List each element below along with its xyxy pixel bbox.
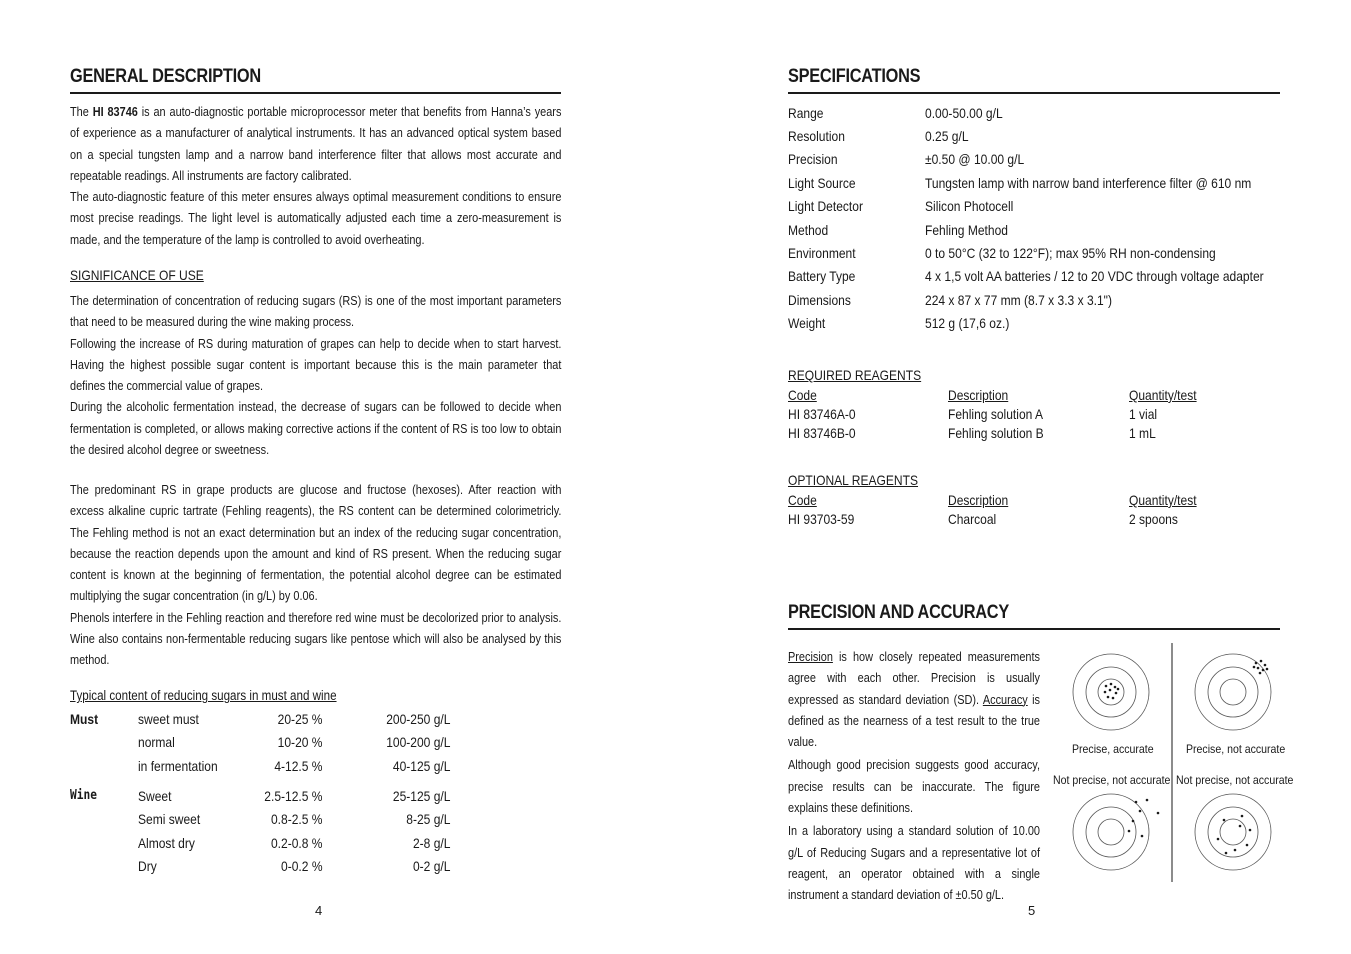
target-label-precise-accurate: Precise, accurate	[1072, 742, 1154, 756]
table-cell-gl: 100-200 g/L	[386, 734, 451, 750]
reagent-description: Fehling solution A	[948, 406, 1044, 422]
target-label-not-precise-not-accurate: Not precise, not accurate	[1176, 773, 1294, 787]
spec-value: 0.00-50.00 g/L	[925, 105, 1003, 121]
table-cell-type: Semi sweet	[138, 811, 201, 827]
page-title-precision-accuracy: PRECISION AND ACCURACY	[788, 602, 1009, 623]
table-cell-percent: 0.8-2.5 %	[270, 811, 323, 827]
page-number-right: 5	[1028, 903, 1036, 918]
table-cell-type: sweet must	[138, 711, 199, 727]
optional-reagents-heading: OPTIONAL REAGENTS	[788, 472, 919, 488]
table-cell-percent: 20-25 %	[277, 711, 323, 727]
reagent-code: HI 83746B-0	[788, 425, 856, 441]
spec-label: Range	[788, 105, 824, 121]
precision-term: Precision	[788, 649, 833, 664]
target-not-precise-not-accurate-left	[1073, 794, 1149, 870]
page-title-specifications: SPECIFICATIONS	[788, 66, 921, 87]
table-cell-type: Sweet	[138, 788, 172, 804]
spec-label: Dimensions	[788, 292, 851, 308]
precision-paragraph-1: Precision is how closely repeated measurements agree with each other. Precision is usually expressed as standard deviation (SD). Accuracy is defined as the nearness of a test result to the true value.	[788, 649, 1041, 750]
spec-value: Tungsten lamp with narrow band interference filter @ 610 nm	[925, 175, 1252, 191]
spec-value: 0.25 g/L	[925, 128, 969, 144]
spec-label: Light Detector	[788, 198, 863, 214]
spec-value: Silicon Photocell	[925, 198, 1014, 214]
table-cell-gl: 25-125 g/L	[392, 788, 451, 804]
general-description-text	[70, 101, 561, 250]
target-label-not-precise-not-accurate: Not precise, not accurate	[1053, 773, 1171, 787]
table-cell-type: in fermentation	[138, 758, 218, 774]
title-rule	[788, 628, 1280, 630]
spec-label: Light Source	[788, 175, 856, 191]
spec-label: Precision	[788, 151, 838, 167]
significance-text	[70, 290, 561, 460]
reagent-description: Charcoal	[948, 511, 997, 527]
table-group-must: Must	[70, 711, 99, 727]
description-paragraph-1: The HI 83746 is an auto-diagnostic portable microprocessor meter that benefits from Hanna’s years of experience as a manufacturer of analytical instruments. It has an advanced optical system based on a special tungsten lamp and a narrow band interference filter that allows most accurate and repeatable readings. All instruments are factory calibrated.	[70, 104, 562, 183]
significance-paragraph-4: The predominant RS in grape products are glucose and fructose (hexoses). After reaction with excess alkaline cupric tartrate (Fehling reagents), the RS content can be determined colorimetricly. The Fehling method is not an exact determination but an index of the reducing sugar concentration, because the reaction depends upon the amount and kind of RS present. When the reducing sugar content is known at the beginning of fermentation, the potential alcohol degree can be estimated multiplying the sugar concentration (in g/L) by 0.06.	[70, 482, 562, 604]
target-not-precise-not-accurate-right	[1195, 794, 1271, 870]
table-cell-percent: 4-12.5 %	[274, 758, 323, 774]
precision-text	[788, 646, 1040, 906]
reagent-description: Fehling solution B	[948, 425, 1044, 441]
col-header-description: Description	[948, 492, 1009, 508]
spec-value: 224 x 87 x 77 mm (8.7 x 3.3 x 3.1")	[925, 292, 1112, 308]
target-precise-accurate	[1073, 654, 1149, 730]
table-cell-type: Dry	[138, 858, 157, 874]
precision-paragraph-2: Although good precision suggests good accuracy, precise results can be inaccurate. The figure explains these definitions.	[788, 757, 1040, 816]
table-cell-gl: 40-125 g/L	[392, 758, 451, 774]
significance-paragraph-5: Phenols interfere in the Fehling reaction and therefore red wine must be decolorized prior to analysis. Wine also contains non-fermentable reducing sugars like pentose which will also be analysed by this method.	[70, 609, 562, 668]
reagent-quantity: 1 mL	[1129, 425, 1156, 441]
reagent-quantity: 1 vial	[1129, 406, 1158, 422]
table-cell-gl: 200-250 g/L	[386, 711, 451, 727]
spec-label: Resolution	[788, 128, 845, 144]
table-cell-gl: 2-8 g/L	[412, 835, 451, 851]
reagent-quantity: 2 spoons	[1129, 511, 1178, 527]
required-reagents-heading: REQUIRED REAGENTS	[788, 367, 922, 383]
col-header-quantity: Quantity/test	[1129, 492, 1197, 508]
model-name: HI 83746	[92, 104, 138, 119]
table-cell-type: normal	[138, 734, 175, 750]
spec-label: Battery Type	[788, 268, 856, 284]
precision-accuracy-figure	[1050, 640, 1295, 885]
sugar-table-caption: Typical content of reducing sugars in must and wine	[70, 688, 337, 703]
significance-text-2	[70, 479, 561, 671]
spec-value: 512 g (17,6 oz.)	[925, 315, 1010, 331]
accuracy-term: Accuracy	[982, 691, 1028, 707]
spec-value: Fehling Method	[925, 222, 1009, 238]
title-rule	[788, 92, 1280, 94]
spec-value: 4 x 1,5 volt AA batteries / 12 to 20 VDC through voltage adapter	[925, 268, 1264, 284]
description-paragraph-2: The auto-diagnostic feature of this meter ensures always optimal measurement conditions to ensure most precise readings. The light level is automatically adjusted each time a zero-measurement is made, and the temperature of the lamp is controlled to avoid overheating.	[70, 189, 562, 247]
significance-paragraph-3: During the alcoholic fermentation instead, the decrease of sugars can be followed to decide when fermentation is completed, or allows making corrective actions if the content of RS is too low to obtain the desired alcohol degree or sweetness.	[70, 399, 562, 458]
spec-label: Weight	[788, 315, 826, 331]
table-cell-percent: 0.2-0.8 %	[270, 835, 323, 851]
col-header-description: Description	[948, 387, 1009, 403]
spec-label: Environment	[788, 245, 856, 261]
table-cell-gl: 8-25 g/L	[406, 811, 451, 827]
page-number-left: 4	[315, 903, 323, 918]
page-title-general-description: GENERAL DESCRIPTION	[70, 66, 261, 87]
spec-label: Method	[788, 222, 829, 238]
target-precise-not-accurate	[1195, 654, 1271, 730]
table-group-wine: Wine	[70, 788, 97, 803]
table-cell-type: Almost dry	[138, 835, 195, 851]
precision-paragraph-3: In a laboratory using a standard solution of 10.00 g/L of Reducing Sugars and a representative lot of reagent, an operator obtained with a single instrument a standard deviation of ±0.50 g/L.	[788, 823, 1040, 903]
reagent-code: HI 83746A-0	[788, 406, 856, 422]
table-cell-percent: 10-20 %	[277, 734, 323, 750]
col-header-code: Code	[788, 492, 817, 508]
significance-paragraph-2: Following the increase of RS during maturation of grapes can help to decide when to start harvest. Having the highest possible sugar content is important because this is the main parameter that defines the commercial value of grapes.	[70, 335, 562, 394]
target-label-precise-not-accurate: Precise, not accurate	[1186, 742, 1286, 756]
spec-value: ±0.50 @ 10.00 g/L	[925, 151, 1025, 167]
reagent-code: HI 93703-59	[788, 511, 855, 527]
significance-paragraph-1: The determination of concentration of reducing sugars (RS) is one of the most important parameters that need to be measured during the wine making process.	[70, 293, 562, 330]
spec-value: 0 to 50°C (32 to 122°F); max 95% RH non-condensing	[925, 245, 1216, 261]
significance-heading: SIGNIFICANCE OF USE	[70, 267, 204, 283]
col-header-quantity: Quantity/test	[1129, 387, 1197, 403]
table-cell-percent: 0-0.2 %	[281, 858, 323, 874]
table-cell-percent: 2.5-12.5 %	[264, 788, 323, 804]
col-header-code: Code	[788, 387, 817, 403]
table-cell-gl: 0-2 g/L	[412, 858, 451, 874]
title-rule	[70, 92, 561, 94]
